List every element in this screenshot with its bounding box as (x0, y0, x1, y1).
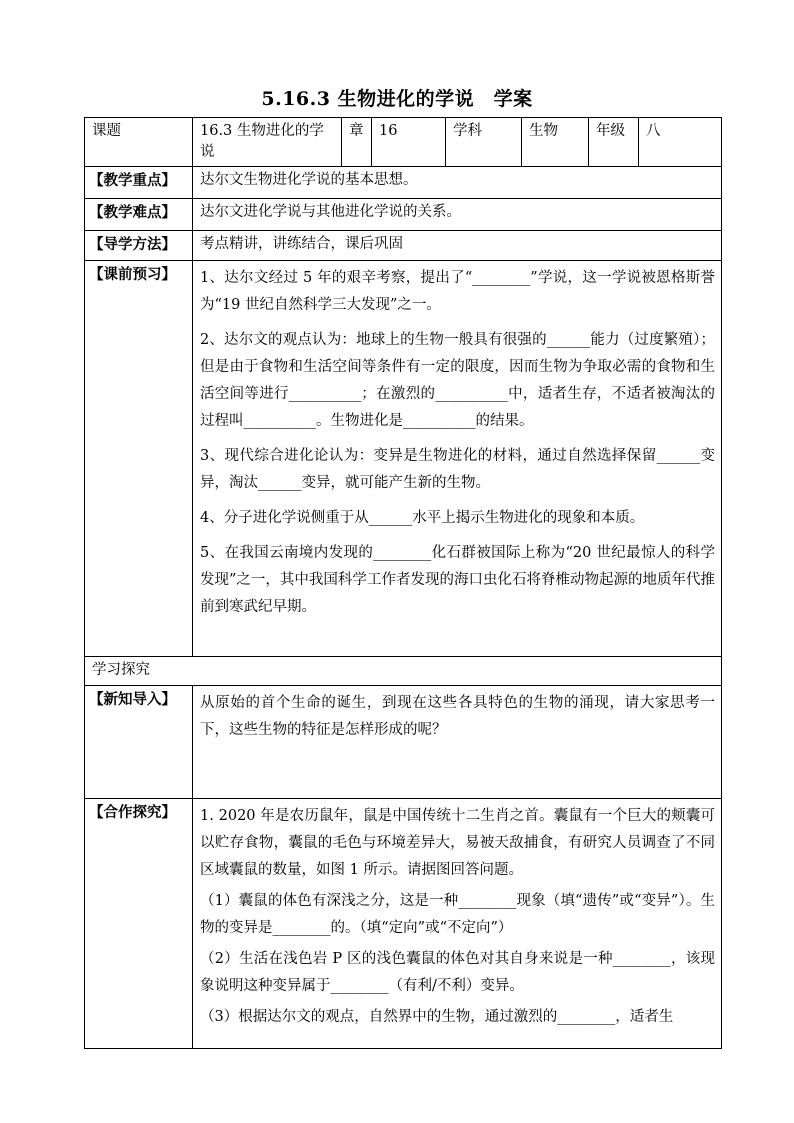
chapter-value: 16 (372, 118, 446, 167)
cooperate-item: （3）根据达尔文的观点，自然界中的生物，通过激烈的________，适者生 (200, 1009, 674, 1025)
difficulty-label: 【教学难点】 (85, 199, 193, 231)
preview-content (193, 261, 722, 657)
topic-value: 16.3 生物进化的学说 (193, 118, 342, 167)
subject-value: 生物 (522, 118, 589, 167)
preview-item: 1、达尔文经过 5 年的艰辛考察，提出了“________”学说，这一学说被恩格斯誉为“19 世纪自然科学三大发现”之一。 (200, 270, 715, 313)
cooperate-content (193, 799, 722, 1049)
key-point-label: 【教学重点】 (85, 167, 193, 199)
method-row (85, 231, 722, 261)
intro-row (85, 686, 722, 799)
method-text: 考点精讲，讲练结合，课后巩固 (193, 231, 722, 261)
explore-row (85, 657, 722, 686)
cooperate-item: （1）囊鼠的体色有深浅之分，这是一种________现象（填“遗传”或“变异”）。生物的变异是________的。（填“定向”或“不定向”） (200, 893, 715, 936)
grade-value: 八 (639, 118, 722, 167)
cooperate-item: （2）生活在浅色岩 P 区的浅色囊鼠的体色对其自身来说是一种________，该现象说明这种变异属于________（有利/不利）变异。 (200, 951, 715, 994)
intro-content (193, 686, 722, 799)
preview-item: 3、现代综合进化论认为：变异是生物进化的材料，通过自然选择保留______变异，淘汰______变异，就可能产生新的生物。 (200, 448, 715, 491)
cooperate-item: 1. 2020 年是农历鼠年，鼠是中国传统十二生肖之首。囊鼠有一个巨大的颊囊可以贮存食物，囊鼠的毛色与环境差异大，易被天敌捕食，有研究人员调查了不同区域囊鼠的数量，如图 1 所示。请据图回答问题。 (200, 808, 715, 878)
info-row (85, 118, 722, 167)
cooperate-row (85, 799, 722, 1049)
preview-label: 【课前预习】 (85, 261, 193, 657)
intro-label: 【新知导入】 (85, 686, 193, 799)
intro-text: 从原始的首个生命的诞生，到现在这些各具特色的生物的涌现，请大家思考一下，这些生物的特征是怎样形成的呢？ (200, 695, 715, 738)
cooperate-label: 【合作探究】 (85, 799, 193, 1049)
preview-item: 5、在我国云南境内发现的________化石群被国际上称为“20 世纪最惊人的科学发现”之一，其中我国科学工作者发现的海口虫化石将脊椎动物起源的地质年代推前到寒武纪早期。 (200, 545, 715, 615)
chapter-label: 章 (342, 118, 372, 167)
difficulty-row (85, 199, 722, 231)
preview-row (85, 261, 722, 657)
preview-item: 2、达尔文的观点认为：地球上的生物一般具有很强的______能力（过度繁殖）；但是由于食物和生活空间等条件有一定的限度，因而生物为争取必需的食物和生活空间等进行__________；在激烈的__________中，适者生存，不适者被淘汰的过程叫__________。生物进化是__________的结果。 (200, 332, 715, 429)
grade-label: 年级 (589, 118, 639, 167)
explore-heading: 学习探究 (85, 657, 722, 686)
method-label: 【导学方法】 (85, 231, 193, 261)
topic-label: 课题 (85, 118, 193, 167)
key-point-text: 达尔文生物进化学说的基本思想。 (193, 167, 722, 199)
page-title: 5.16.3 生物进化的学说 学案 (261, 88, 533, 110)
lesson-plan-table (84, 117, 722, 1049)
preview-item: 4、分子进化学说侧重于从______水平上揭示生物进化的现象和本质。 (200, 510, 645, 526)
difficulty-text: 达尔文进化学说与其他进化学说的关系。 (193, 199, 722, 231)
subject-label: 学科 (446, 118, 522, 167)
key-point-row (85, 167, 722, 199)
